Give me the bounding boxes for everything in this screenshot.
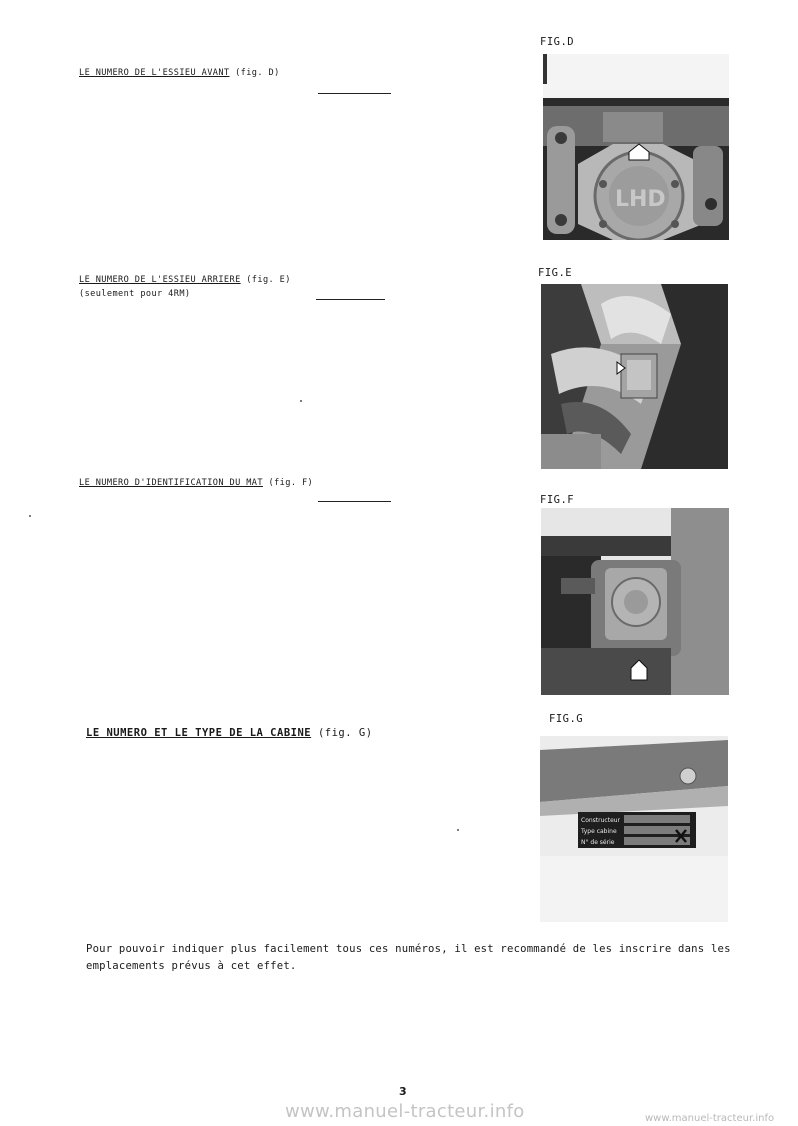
label-cabin: LE NUMERO ET LE TYPE DE LA CABINE (fig. G) (86, 727, 373, 739)
label-mast-id: LE NUMERO D'IDENTIFICATION DU MAT (fig. F) (79, 478, 314, 488)
page-number: 3 (399, 1085, 407, 1098)
scan-speck (457, 829, 459, 831)
fig-d-caption: FIG.D (540, 36, 575, 48)
fig-g-photo (540, 736, 728, 922)
label-front-axle: LE NUMERO DE L'ESSIEU AVANT (fig. D) (79, 68, 280, 78)
instruction-paragraph: Pour pouvoir indiquer plus facilement tous ces numéros, il est recommandé de les inscrire dans les emplacements prévus à cet effet. (86, 943, 731, 972)
svg-text:LHD: LHD (615, 187, 666, 212)
blank-line-mast (318, 501, 391, 502)
fig-e-photo (541, 284, 728, 469)
label-rear-axle: LE NUMERO DE L'ESSIEU ARRIERE (fig. E) (79, 275, 291, 285)
blank-line-front-axle (318, 93, 391, 94)
plate-row-1: Constructeur (581, 817, 621, 824)
plate-row-2: Type cabine (581, 828, 617, 835)
fig-g-caption: FIG.G (549, 713, 584, 725)
plate-row-3: N° de série (581, 839, 615, 846)
scan-speck (29, 515, 31, 517)
watermark-right: www.manuel-tracteur.info (645, 1113, 775, 1124)
fig-d-photo (543, 54, 729, 240)
scan-speck (300, 400, 302, 402)
watermark-center: www.manuel-tracteur.info (285, 1101, 525, 1122)
fig-e-caption: FIG.E (538, 267, 573, 279)
fig-f-caption: FIG.F (540, 494, 575, 506)
label-rear-axle-note: (seulement pour 4RM) (79, 289, 191, 299)
blank-line-rear-axle (316, 299, 385, 300)
fig-f-photo (541, 508, 729, 695)
